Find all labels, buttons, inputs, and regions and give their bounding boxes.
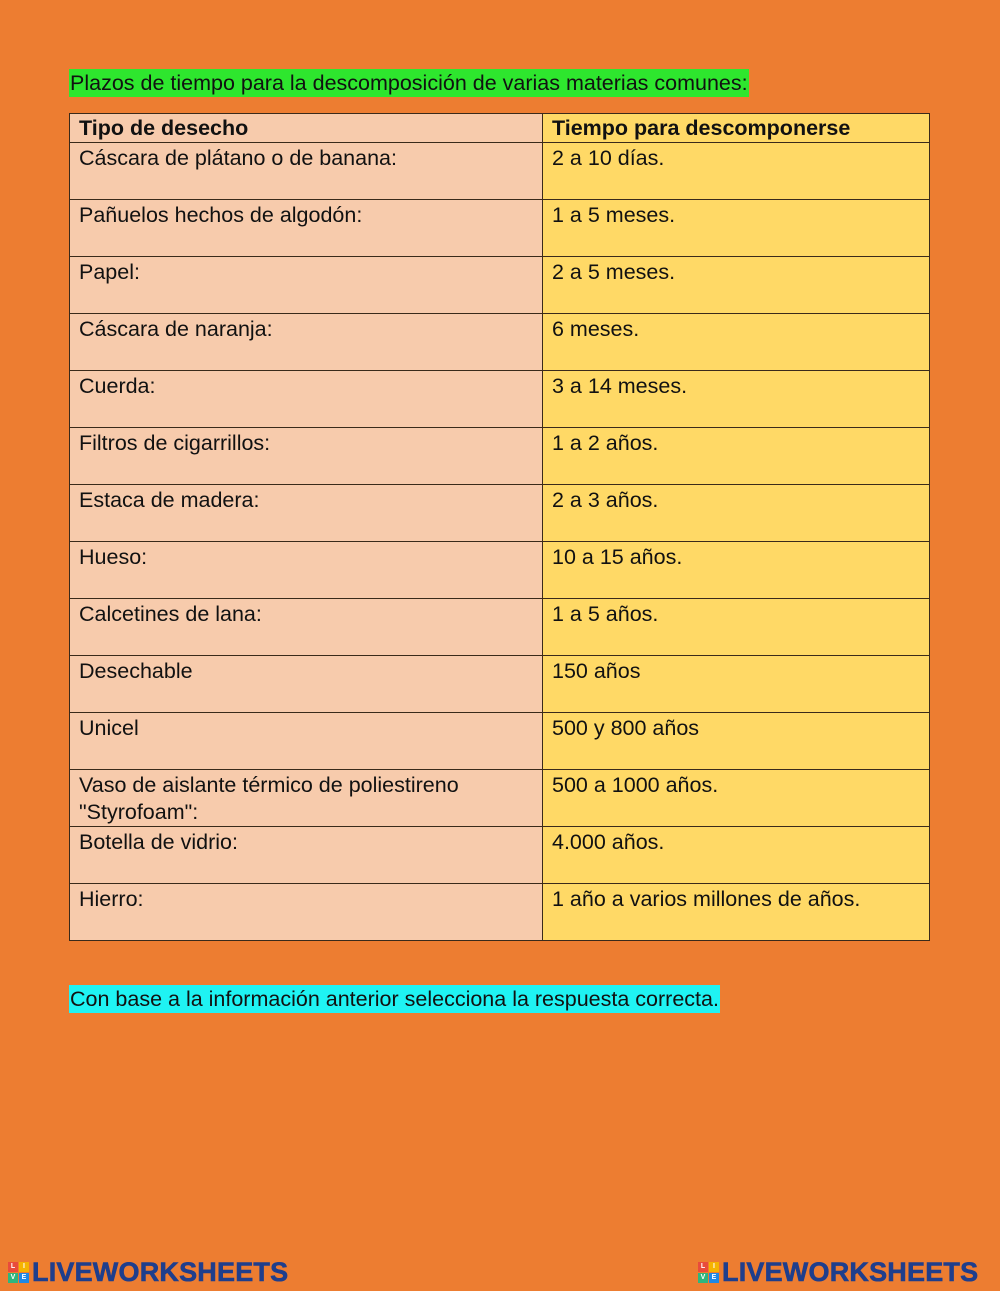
waste-type-cell: Botella de vidrio: <box>70 827 543 884</box>
decompose-time-cell: 1 a 2 años. <box>543 428 930 485</box>
waste-type-cell: Vaso de aislante térmico de poliestireno "Styrofoam": <box>70 770 543 827</box>
logo-text: LIVEWORKSHEETS <box>722 1256 979 1287</box>
header-waste-type: Tipo de desecho <box>70 114 543 143</box>
waste-type-cell: Hueso: <box>70 542 543 599</box>
table-row <box>70 656 930 713</box>
decompose-time-cell: 3 a 14 meses. <box>543 371 930 428</box>
table-row <box>70 827 930 884</box>
logo-block: I <box>709 1262 719 1272</box>
table-row <box>70 371 930 428</box>
waste-type-cell: Filtros de cigarrillos: <box>70 428 543 485</box>
logo-text: LIVEWORKSHEETS <box>32 1256 289 1287</box>
decompose-time-cell: 2 a 10 días. <box>543 143 930 200</box>
decompose-time-cell: 500 a 1000 años. <box>543 770 930 827</box>
decompose-time-cell: 6 meses. <box>543 314 930 371</box>
table-row <box>70 257 930 314</box>
liveworksheets-logo <box>698 1257 978 1287</box>
logo-block: V <box>8 1273 18 1283</box>
header-decompose-time: Tiempo para descomponerse <box>543 114 930 143</box>
logo-block: V <box>698 1273 708 1283</box>
decompose-time-cell: 150 años <box>543 656 930 713</box>
decompose-time-cell: 2 a 3 años. <box>543 485 930 542</box>
waste-type-cell: Calcetines de lana: <box>70 599 543 656</box>
decompose-time-cell: 2 a 5 meses. <box>543 257 930 314</box>
table-row <box>70 884 930 941</box>
waste-type-cell: Cáscara de naranja: <box>70 314 543 371</box>
table-row <box>70 542 930 599</box>
decompose-time-cell: 1 a 5 meses. <box>543 200 930 257</box>
worksheet-title: Plazos de tiempo para la descomposición de varias materias comunes: <box>70 71 748 95</box>
table-row <box>70 428 930 485</box>
logo-block: I <box>19 1262 29 1272</box>
waste-type-cell: Pañuelos hechos de algodón: <box>70 200 543 257</box>
decompose-time-cell: 1 a 5 años. <box>543 599 930 656</box>
table-row <box>70 770 930 827</box>
waste-type-cell: Hierro: <box>70 884 543 941</box>
instruction-text: Con base a la información anterior selecciona la respuesta correcta. <box>70 987 719 1011</box>
logo-block: L <box>698 1262 708 1272</box>
table-row <box>70 314 930 371</box>
waste-type-cell: Papel: <box>70 257 543 314</box>
table-row <box>70 599 930 656</box>
decompose-time-cell: 500 y 800 años <box>543 713 930 770</box>
table-row <box>70 713 930 770</box>
waste-type-cell: Desechable <box>70 656 543 713</box>
decompose-time-cell: 4.000 años. <box>543 827 930 884</box>
logo-blocks-icon <box>698 1262 719 1283</box>
logo-block: L <box>8 1262 18 1272</box>
waste-type-cell: Cáscara de plátano o de banana: <box>70 143 543 200</box>
liveworksheets-logo <box>8 1257 288 1287</box>
logo-blocks-icon <box>8 1262 29 1283</box>
table-row <box>70 485 930 542</box>
waste-type-cell: Cuerda: <box>70 371 543 428</box>
table-header-row <box>70 114 930 143</box>
table-row <box>70 200 930 257</box>
logo-block: E <box>19 1273 29 1283</box>
decompose-time-cell: 10 a 15 años. <box>543 542 930 599</box>
decompose-time-cell: 1 año a varios millones de años. <box>543 884 930 941</box>
decomposition-table <box>69 113 930 941</box>
waste-type-cell: Estaca de madera: <box>70 485 543 542</box>
waste-type-cell: Unicel <box>70 713 543 770</box>
table-row <box>70 143 930 200</box>
logo-block: E <box>709 1273 719 1283</box>
